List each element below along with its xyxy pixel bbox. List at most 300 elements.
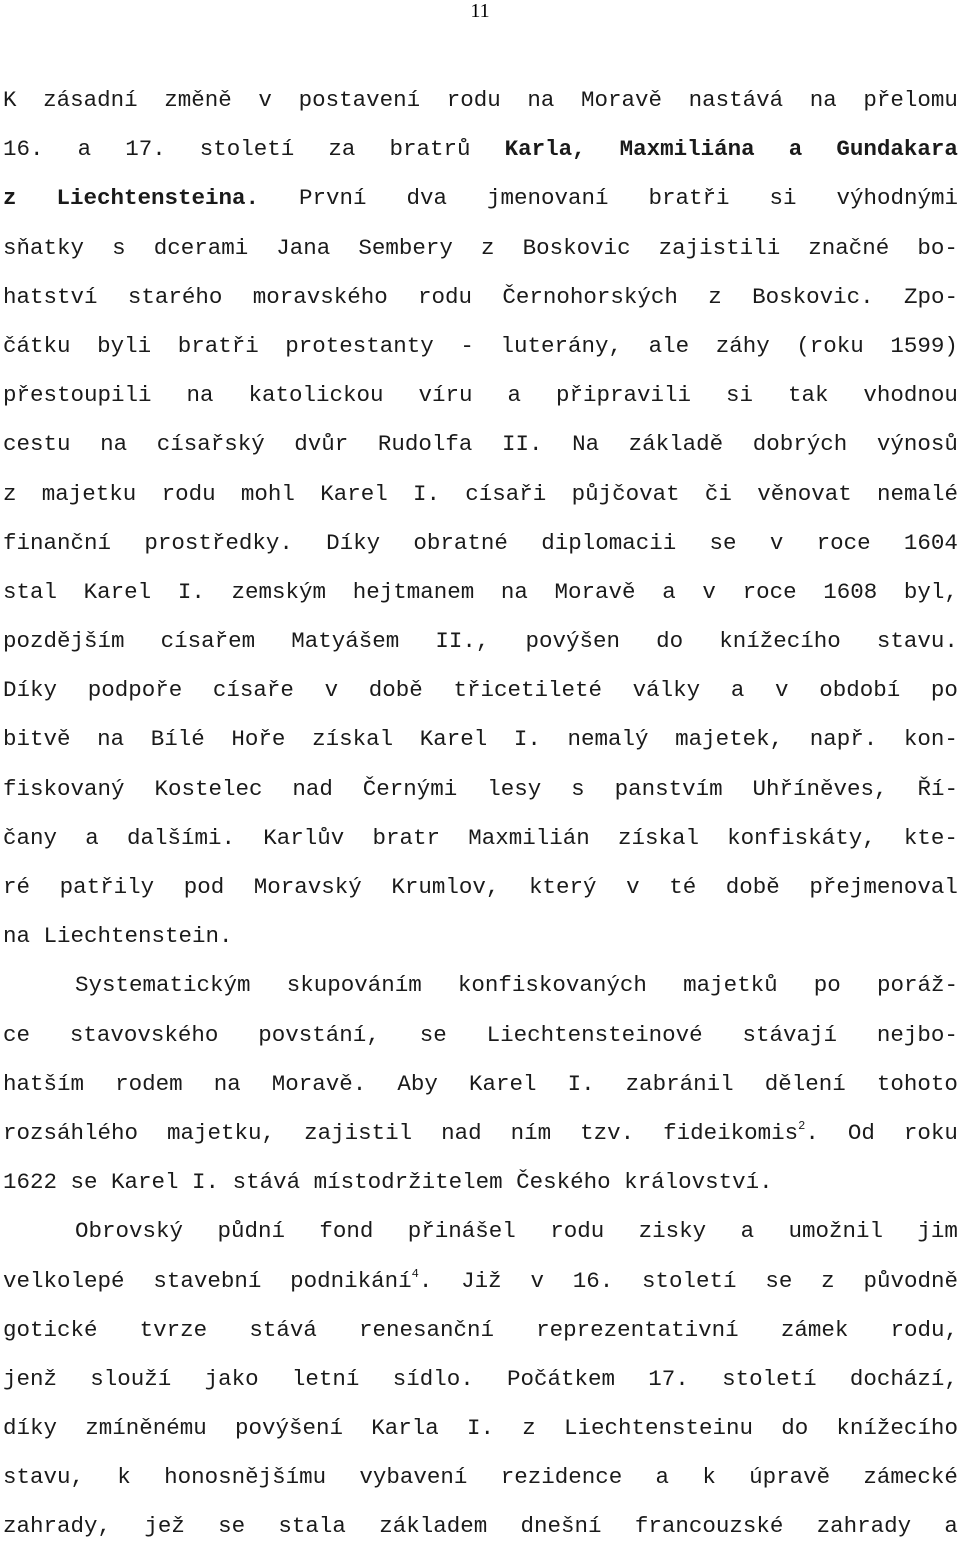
word-text: byli (97, 332, 152, 359)
word (3, 371, 152, 420)
word (642, 1257, 737, 1306)
word (618, 814, 699, 863)
word (249, 1306, 317, 1355)
word (633, 666, 701, 715)
word-text: a (730, 677, 745, 704)
word (217, 1207, 285, 1256)
word (863, 1453, 958, 1502)
word-text: obratné (413, 529, 508, 556)
word (465, 470, 546, 519)
word (501, 568, 528, 617)
word (379, 1502, 487, 1551)
word-text: jež (144, 1513, 185, 1540)
word-text: 16. (572, 1267, 614, 1294)
word (184, 863, 225, 912)
word (788, 1207, 883, 1256)
word (648, 1355, 689, 1404)
word (917, 1207, 958, 1256)
word-text: v (769, 529, 784, 556)
word (75, 961, 251, 1010)
word (420, 715, 488, 764)
word (550, 1207, 604, 1256)
word-text: rodu (418, 283, 473, 310)
word (753, 420, 848, 469)
word (314, 1158, 503, 1207)
word-text: 1604 (903, 529, 958, 556)
word (372, 814, 440, 863)
word (233, 1158, 301, 1207)
word-text: zahrady, (3, 1513, 112, 1540)
word (3, 1257, 125, 1306)
word-text: války (632, 677, 701, 704)
word (326, 519, 380, 568)
word-text: Krumlov, (391, 874, 500, 900)
word-text: a (655, 1464, 670, 1491)
word (567, 715, 648, 764)
word (757, 470, 852, 519)
word-text: se (70, 1169, 98, 1196)
text-line (3, 420, 958, 469)
text-line (3, 912, 958, 961)
word (299, 174, 367, 223)
word (529, 863, 597, 912)
word-text: si (769, 185, 797, 212)
word (97, 322, 151, 371)
punctuation: . (418, 1267, 433, 1294)
word-text: základě (628, 431, 724, 458)
word-text: císaře (212, 677, 294, 704)
word (413, 519, 508, 568)
word (3, 1355, 57, 1404)
word (359, 1306, 494, 1355)
word (97, 715, 124, 764)
word-text: cestu (3, 431, 71, 458)
word (151, 715, 205, 764)
word-text: nastává (688, 87, 784, 113)
word-text: věnovat (757, 480, 852, 507)
word-text: majetku, (167, 1119, 276, 1146)
word (406, 174, 447, 223)
text-line (3, 1355, 958, 1404)
word (743, 568, 797, 617)
word-text: hejtmanem (352, 578, 475, 605)
word (877, 420, 958, 469)
word-text: Maxmilián (468, 824, 590, 851)
word (232, 568, 327, 617)
word-text: Hoře (231, 726, 286, 753)
word-text: který (529, 874, 597, 900)
word (890, 1306, 958, 1355)
word-text: z (3, 480, 17, 507)
word-text: Ří- (917, 775, 958, 802)
word (573, 1257, 614, 1306)
word-text: půdní (217, 1218, 285, 1245)
word-text: honosnějšímu (164, 1464, 327, 1491)
word (527, 76, 554, 125)
word (741, 1207, 755, 1256)
text-line (3, 1453, 958, 1502)
word (413, 470, 440, 519)
word (3, 1011, 30, 1060)
word (523, 224, 631, 273)
text-line (3, 224, 958, 273)
word-text: konfiskáty, (727, 824, 876, 851)
word-text: se (765, 1267, 793, 1294)
word (572, 420, 599, 469)
word-text: stala (278, 1513, 346, 1540)
page-number: 11 (470, 0, 490, 22)
word (705, 470, 732, 519)
word-text: ním (510, 1119, 552, 1146)
text-line (3, 666, 958, 715)
word-text: skupováním (286, 972, 422, 999)
word (877, 961, 958, 1010)
word-text: Od (847, 1119, 875, 1146)
word-text: na (100, 431, 128, 458)
word-text: pod (183, 874, 225, 900)
text-line (3, 1011, 958, 1060)
word (904, 814, 958, 863)
word-text: hatství (3, 283, 98, 310)
word-text: kte- (903, 824, 958, 851)
word (3, 568, 57, 617)
word-text: a (507, 382, 521, 409)
word (3, 76, 17, 125)
word (140, 1306, 208, 1355)
word (441, 1109, 482, 1158)
word (144, 1502, 185, 1551)
word-text: čany (3, 824, 58, 851)
word (3, 174, 17, 223)
word-text: z (3, 185, 17, 212)
word-text: jmenovaní (486, 185, 609, 212)
word (775, 666, 789, 715)
word-text: rodu (550, 1218, 605, 1245)
word-text: Moravě (581, 87, 663, 113)
word (530, 1257, 544, 1306)
word-text: nejbo- (876, 1021, 958, 1048)
word (3, 1306, 98, 1355)
word-text: Boskovic. (752, 283, 874, 310)
word (3, 1109, 138, 1158)
word-text: letní (291, 1365, 360, 1392)
word-text: k (702, 1464, 716, 1491)
word-text: se (709, 529, 737, 556)
word-text: byl, (903, 578, 958, 605)
word (669, 863, 696, 912)
word-text: stává (232, 1169, 301, 1196)
word (154, 765, 262, 814)
word-text: nemalé (876, 480, 958, 507)
word-text: a (740, 1218, 755, 1245)
word-text: Počátkem (506, 1365, 616, 1392)
word-text: Matyášem (291, 628, 400, 655)
word-text: místodržitelem (313, 1169, 503, 1196)
word (863, 76, 958, 125)
word-text: dalšími. (126, 824, 235, 851)
word (810, 76, 837, 125)
word (850, 1355, 958, 1404)
word-text: fideikomis (663, 1119, 799, 1146)
word (556, 371, 691, 420)
word-text: I. (177, 578, 205, 605)
word-text: Maxmiliána (619, 136, 755, 163)
text-line (3, 273, 958, 322)
word-text: První (299, 185, 367, 212)
word (461, 1257, 502, 1306)
word (487, 174, 609, 223)
word-text: a (788, 136, 803, 163)
word-text: stal (3, 578, 58, 605)
word-text: si (725, 382, 753, 409)
word-text: velkolepé (3, 1267, 125, 1294)
text-line (3, 617, 958, 666)
punctuation: . (805, 1119, 819, 1146)
word-text: Rudolfa (377, 431, 473, 458)
word-text: na (500, 578, 528, 605)
word-text: z (480, 234, 495, 261)
word-text: na (527, 87, 555, 113)
word-text: Liechtensteinu (563, 1415, 753, 1442)
word-text: na (186, 382, 214, 409)
word-text: té (669, 874, 697, 900)
word-text: dvůr (294, 431, 349, 458)
word (353, 568, 475, 617)
word-text: zajistili (658, 234, 781, 261)
word (127, 814, 235, 863)
word-text: stavu. (876, 628, 958, 655)
word-text: na (97, 726, 125, 753)
word (904, 568, 958, 617)
word-text: Systematickým (75, 972, 251, 999)
word-text: povstání, (258, 1021, 380, 1048)
word (726, 371, 753, 420)
word-text: a (944, 1513, 958, 1540)
word (702, 1453, 716, 1502)
word (248, 371, 383, 420)
word (75, 1207, 183, 1256)
word (85, 814, 99, 863)
word (469, 1060, 537, 1109)
word (770, 519, 784, 568)
word (164, 76, 232, 125)
text-line (3, 568, 958, 617)
word (3, 1158, 57, 1207)
word-text: Bílé (150, 726, 205, 753)
word (731, 666, 745, 715)
word-text: 1599) (890, 332, 958, 359)
word-text: luterány, (500, 332, 623, 359)
word-text: I. (466, 1415, 494, 1442)
word-text: ale (648, 332, 690, 359)
word-text: renesanční (358, 1316, 494, 1343)
word-text: konfiskovaných (457, 972, 647, 999)
word-text: třicetileté (453, 677, 602, 704)
word-text: na (3, 923, 31, 950)
word-text: se (218, 1513, 246, 1540)
word-text: bratr (372, 824, 440, 851)
word-text: tohoto (876, 1070, 958, 1097)
word (863, 1257, 958, 1306)
word-text: rodu, (890, 1316, 958, 1343)
word (808, 224, 889, 273)
word (689, 76, 784, 125)
word (3, 765, 125, 814)
word-text: půjčovat (571, 480, 680, 507)
word-text: či (704, 480, 732, 507)
text-line (3, 1306, 958, 1355)
word-text: výhodnými (836, 185, 958, 212)
word (819, 666, 900, 715)
word (241, 470, 295, 519)
document-body (3, 76, 958, 1552)
word-text: z (708, 283, 722, 310)
word (371, 1404, 439, 1453)
word (814, 961, 841, 1010)
word-text: finanční (3, 529, 112, 556)
word-text: panstvím (614, 775, 723, 802)
word (178, 568, 205, 617)
word (649, 322, 690, 371)
text-line (3, 174, 958, 223)
word-text: základem (379, 1513, 488, 1540)
word (781, 1306, 849, 1355)
word (325, 666, 339, 715)
word (487, 1011, 703, 1060)
word-text: dcerami (153, 234, 249, 261)
word (328, 125, 355, 174)
word-text: království. (624, 1169, 773, 1196)
word (369, 666, 423, 715)
word (3, 1453, 84, 1502)
word-text: díky (3, 1415, 58, 1442)
word (3, 715, 71, 764)
word (320, 470, 388, 519)
word (904, 273, 958, 322)
word-text: pozdějším (3, 628, 125, 655)
word (312, 715, 393, 764)
word-text: bratři (648, 185, 730, 212)
word (358, 224, 453, 273)
word-text: připravili (555, 382, 691, 409)
word-text: jenž (3, 1365, 58, 1392)
word (502, 420, 543, 469)
word-text: sídlo. (392, 1365, 474, 1392)
word (214, 1060, 241, 1109)
word-text: Moravě. (271, 1070, 367, 1097)
word (3, 470, 17, 519)
word-text: majetku (41, 480, 137, 507)
text-line (3, 1257, 958, 1306)
word-text: značné (808, 234, 890, 261)
word (571, 765, 585, 814)
word (648, 174, 729, 223)
word-text: bitvě (3, 726, 71, 753)
word (507, 371, 521, 420)
word (235, 1404, 343, 1453)
word-text: stavovského (69, 1021, 219, 1048)
word-text: s (112, 234, 126, 261)
word (162, 470, 216, 519)
text-line (3, 961, 958, 1010)
word-text: Černými (362, 775, 458, 802)
word-text: přelomu (863, 87, 958, 113)
word (516, 1158, 611, 1207)
word (743, 1011, 838, 1060)
word-text: postavení (298, 87, 421, 113)
word-text: rezidence (500, 1464, 623, 1491)
word (505, 125, 586, 174)
word (3, 1502, 111, 1551)
word-text: císařem (160, 628, 256, 655)
word (500, 322, 622, 371)
word (810, 715, 878, 764)
word (3, 420, 71, 469)
word-text: Gundakara (836, 136, 958, 163)
word-text: v (702, 578, 716, 605)
text-line (3, 1207, 958, 1256)
word-text: z (821, 1267, 835, 1294)
word-text: na (809, 87, 837, 113)
word-text: katolickou (248, 382, 384, 409)
text-line (3, 814, 958, 863)
word (501, 1453, 623, 1502)
word (78, 125, 92, 174)
word (90, 1355, 171, 1404)
word (304, 1109, 412, 1158)
word (100, 420, 127, 469)
word (626, 863, 640, 912)
word-text: gotické (3, 1316, 98, 1343)
word-text: původně (863, 1267, 958, 1294)
word-text: 1608 (823, 578, 878, 605)
word-text: století (642, 1267, 737, 1294)
word (88, 666, 183, 715)
word-text: čátku (3, 332, 71, 359)
word-text: období (819, 677, 901, 704)
word (823, 568, 877, 617)
word-text: majetků (683, 972, 778, 999)
word (393, 1355, 474, 1404)
word (467, 1404, 494, 1453)
word-text: v (324, 677, 339, 704)
word-text: za (328, 136, 356, 163)
word (154, 224, 249, 273)
word (278, 1502, 346, 1551)
word-text: Jana (276, 234, 331, 261)
word (727, 814, 876, 863)
word (292, 1355, 360, 1404)
word-text: mohl (240, 480, 295, 507)
word-text: a (77, 136, 92, 163)
word-text: bratři (177, 332, 259, 359)
word (447, 76, 501, 125)
word-text: nemalý (567, 726, 649, 753)
word-text: Kostelec (154, 775, 263, 802)
word-text: tzv. (580, 1119, 635, 1146)
word (254, 863, 362, 912)
word (521, 1502, 602, 1551)
text-line (3, 125, 958, 174)
word-text: Obrovský (75, 1218, 184, 1245)
word (3, 912, 30, 961)
word (656, 1453, 670, 1502)
text-line (3, 715, 958, 764)
word-text: Díky (3, 677, 58, 704)
word-text: Karla, (504, 136, 586, 163)
word (164, 1453, 326, 1502)
word-text: roce (742, 578, 797, 605)
